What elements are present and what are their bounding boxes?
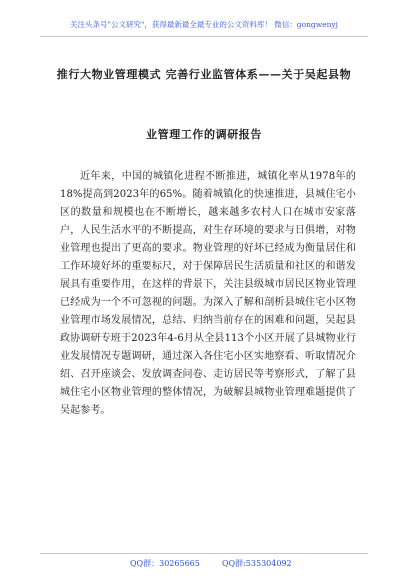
footer-rule [40, 553, 368, 554]
document-title-line-1: 推行大物业管理模式 完善行业监管体系——关于吴起县物 [56, 68, 352, 81]
header-rule [40, 36, 368, 37]
footer [0, 558, 408, 570]
header-banner-text[interactable]: 关注头条号"公文研究"，获得最新最全最专业的公文资料库！ 微信：gongwenyj [70, 20, 338, 29]
header-banner[interactable] [0, 20, 408, 30]
document-title-line-2: 业管理工作的调研报告 [146, 128, 262, 141]
body-paragraph: 近年来，中国的城镇化进程不断推进，城镇化率从1978年的18%提高到2023年的65%。随着城镇化的快速推进，县城住宅小区的数量和规模也在不断增长，越来越多农村人口在城市安家落户，人民生活水平的不断提高，对生存环境的要求与日俱增，对物业管理也提出了更高的要求。物业管理的好坏已经成为衡量居住和工作环境好坏的重要标尺，对于保障居民生活质量和社区的和谐发展具有重要作用，在这样的背景下，关注县级城市居民区物业管理已经成为一个不可忽视的问题。为深入了解和剖析县城住宅小区物业管理市场发展情况，总结、归纳当前存在的困难和问题，吴起县政协调研专班于2023年4-6月从全县113个小区开展了县城物业行业发展情况专题调研，通过深入各住宅小区实地察看、听取情况介绍、召开座谈会、发放调查问卷、走访居民等考察形式，了解了县城住宅小区物业管理的整体情况，为破解县城物业管理难题提供了吴起参考。 [60, 171, 356, 416]
footer-qq-group-left[interactable]: QQ群：30265665 [130, 559, 200, 568]
footer-qq-group-right[interactable]: QQ群:535304092 [222, 559, 292, 568]
